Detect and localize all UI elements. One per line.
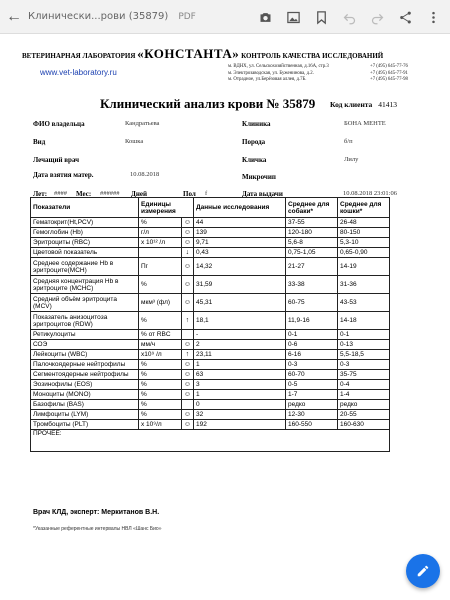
- status-mark-icon: ☺: [181, 420, 193, 430]
- owner-label: ФИО владельца: [33, 120, 85, 128]
- issue-date-value: 10.08.2018 23:01:06: [343, 190, 397, 197]
- indicator-name: Среднее содержание Hb в эритроците(MCH): [31, 258, 139, 276]
- nick-label: Кличка: [242, 156, 267, 164]
- indicator-name: СОЭ: [31, 340, 139, 350]
- sex-label: Пол: [183, 190, 196, 198]
- address-line: м. ВДНХ, ул. Сельскохозяйственная, д.16А, стр.3: [228, 64, 329, 69]
- table-row: [31, 400, 390, 410]
- age-years-value: ####: [54, 190, 67, 197]
- status-mark-icon: ☺: [181, 276, 193, 294]
- cat-reference: 5,5-18,5: [338, 350, 390, 360]
- phone-line: +7 (495) 645-77-76: [370, 64, 408, 69]
- dog-reference: 12-30: [286, 410, 338, 420]
- results-table: [30, 197, 390, 452]
- result-value: -: [194, 330, 286, 340]
- more-icon[interactable]: [424, 8, 442, 26]
- status-mark-icon: [181, 330, 193, 340]
- cat-reference: 20-55: [338, 410, 390, 420]
- breed-label: Порода: [242, 138, 266, 146]
- document-title: Клинически...рови (35879): [28, 11, 169, 22]
- issue-date-label: Дата выдачи: [242, 190, 283, 198]
- status-mark-icon: ☺: [181, 390, 193, 400]
- lab-name: «КОНСТАНТА»: [137, 46, 240, 61]
- unit-cell: г/л: [139, 228, 182, 238]
- table-row: [31, 258, 390, 276]
- dog-reference: 37-55: [286, 218, 338, 228]
- result-value: 139: [194, 228, 286, 238]
- nick-value: Лилу: [344, 156, 359, 163]
- sex-value: f: [205, 190, 208, 197]
- pdf-page: [0, 34, 450, 600]
- table-row: [31, 420, 390, 430]
- bookmark-icon[interactable]: [312, 8, 330, 26]
- age-months-value: ######: [100, 190, 120, 197]
- cat-reference: 0-1: [338, 330, 390, 340]
- table-row: [31, 276, 390, 294]
- cat-reference: 160-630: [338, 420, 390, 430]
- clinic-label: Клиника: [242, 120, 271, 128]
- table-row: [31, 312, 390, 330]
- cat-reference: редко: [338, 400, 390, 410]
- status-mark-icon: ☺: [181, 380, 193, 390]
- status-mark-icon: ☺: [181, 218, 193, 228]
- unit-cell: x10⁹ /л: [139, 350, 182, 360]
- cat-reference: 1-4: [338, 390, 390, 400]
- address-line: м. Отрадное, ул.Берёзовая аллея, д.7Б.: [228, 77, 307, 82]
- status-mark-icon: ↓: [181, 248, 193, 258]
- indicator-name: Показатель анизоцитоза эритроцитов (RDW): [31, 312, 139, 330]
- species-value: Кошка: [125, 138, 144, 145]
- result-value: 1: [194, 360, 286, 370]
- date-taken-value: 10.08.2018: [130, 171, 160, 178]
- table-row: [31, 340, 390, 350]
- app-bar: [0, 0, 450, 34]
- clinic-value: БОНА МЕНТЕ: [344, 120, 386, 127]
- indicator-name: Сегментоядерные нейтрофилы: [31, 370, 139, 380]
- result-value: 9,71: [194, 238, 286, 248]
- table-row: [31, 390, 390, 400]
- lab-addresses: [228, 64, 329, 84]
- address-line: м. Электрозаводская, ул. Бужениновa, д.2.: [228, 70, 314, 76]
- unit-cell: [139, 248, 182, 258]
- redo-icon[interactable]: [368, 8, 386, 26]
- cat-reference: 5,3-10: [338, 238, 390, 248]
- dog-reference: 60-75: [286, 294, 338, 312]
- dog-reference: 6-16: [286, 350, 338, 360]
- result-value: 32: [194, 410, 286, 420]
- status-mark-icon: [181, 400, 193, 410]
- cat-reference: 80-150: [338, 228, 390, 238]
- table-row: [31, 380, 390, 390]
- col-header-dog: Среднее для собаки*: [286, 198, 338, 218]
- unit-cell: мкм³ (фл): [139, 294, 182, 312]
- analysis-title: Клинический анализ крови № 35879: [100, 96, 316, 111]
- cat-reference: 0-13: [338, 340, 390, 350]
- indicator-name: Гемоглобин (Hb): [31, 228, 139, 238]
- table-row: [31, 350, 390, 360]
- indicator-name: Ретикулоциты: [31, 330, 139, 340]
- indicator-name: Гематокрит(Ht,PCV): [31, 218, 139, 228]
- dog-reference: 0-1: [286, 330, 338, 340]
- indicator-name: Цветовой показатель: [31, 248, 139, 258]
- result-value: 45,31: [194, 294, 286, 312]
- toolbar: [256, 0, 442, 34]
- unit-cell: %: [139, 312, 182, 330]
- result-value: 63: [194, 370, 286, 380]
- phone-line: +7 (495) 645-77-91: [370, 70, 408, 76]
- undo-icon[interactable]: [340, 8, 358, 26]
- indicator-name: Эозинофилы (EOS): [31, 380, 139, 390]
- unit-cell: %: [139, 360, 182, 370]
- indicator-name: Тромбоциты (PLT): [31, 420, 139, 430]
- dog-reference: 0-5: [286, 380, 338, 390]
- client-code: [330, 100, 397, 109]
- client-code-value: 41413: [378, 100, 398, 109]
- lab-header: [22, 46, 432, 62]
- image-icon[interactable]: [284, 8, 302, 26]
- result-value: 0,43: [194, 248, 286, 258]
- status-mark-icon: ☺: [181, 340, 193, 350]
- result-value: 3: [194, 380, 286, 390]
- unit-cell: %: [139, 400, 182, 410]
- result-value: 14,32: [194, 258, 286, 276]
- back-arrow-icon[interactable]: ←: [6, 7, 22, 25]
- result-value: 44: [194, 218, 286, 228]
- cat-reference: 26-48: [338, 218, 390, 228]
- unit-cell: мм/ч: [139, 340, 182, 350]
- result-value: 192: [194, 420, 286, 430]
- lab-website[interactable]: www.vet-laboratory.ru: [40, 68, 117, 77]
- age-years-label: Лет:: [33, 190, 48, 198]
- table-row: [31, 294, 390, 312]
- col-header-result: Данные исследования: [194, 198, 286, 218]
- result-value: 31,59: [194, 276, 286, 294]
- unit-cell: %: [139, 410, 182, 420]
- dog-reference: 0-6: [286, 340, 338, 350]
- result-value: 18,1: [194, 312, 286, 330]
- dog-reference: 0,75-1,05: [286, 248, 338, 258]
- dog-reference: 120-180: [286, 228, 338, 238]
- lab-title: [22, 46, 432, 62]
- share-icon[interactable]: [396, 8, 414, 26]
- unit-cell: %: [139, 390, 182, 400]
- phone-line: +7 (495) 645-77-98: [370, 77, 408, 82]
- indicator-name: Базофилы (BAS): [31, 400, 139, 410]
- status-mark-icon: ☺: [181, 228, 193, 238]
- unit-cell: %: [139, 276, 182, 294]
- cat-reference: 0-3: [338, 360, 390, 370]
- breed-value: б/п: [344, 138, 353, 145]
- status-mark-icon: ☺: [181, 410, 193, 420]
- dog-reference: 60-70: [286, 370, 338, 380]
- table-row: [31, 218, 390, 228]
- table-row: [31, 228, 390, 238]
- indicator-name: Моноциты (MONO): [31, 390, 139, 400]
- unit-cell: %: [139, 370, 182, 380]
- footnote: *Указанные референтные интервалы НВЛ «Шанс Био»: [33, 526, 162, 532]
- date-taken-label: Дата взятия матер.: [33, 171, 94, 179]
- indicator-name: Эритроциты (RBC): [31, 238, 139, 248]
- unit-cell: %: [139, 380, 182, 390]
- status-mark-icon: ↑: [181, 350, 193, 360]
- result-value: 0: [194, 400, 286, 410]
- col-header-indicator: Показатели: [31, 198, 139, 218]
- species-label: Вид: [33, 138, 46, 146]
- lab-phones: [370, 64, 408, 84]
- table-row: [31, 360, 390, 370]
- status-mark-icon: ☺: [181, 258, 193, 276]
- indicator-name: Средняя концентрация Hb в эритроците (MCHC): [31, 276, 139, 294]
- cat-reference: 14-19: [338, 258, 390, 276]
- indicator-name: Лейкоциты (WBC): [31, 350, 139, 360]
- doctor-label: Лечащий врач: [33, 156, 80, 164]
- unit-cell: Пг: [139, 258, 182, 276]
- dog-reference: 11,9-16: [286, 312, 338, 330]
- result-value: 1: [194, 390, 286, 400]
- age-months-label: Мес:: [76, 190, 92, 198]
- dog-reference: редко: [286, 400, 338, 410]
- cat-reference: 0,65-0,90: [338, 248, 390, 258]
- edit-fab[interactable]: [406, 554, 440, 588]
- doctor-signature-line: Врач КЛД, эксперт: Меркитанов В.Н.: [33, 509, 160, 516]
- cat-reference: 43-53: [338, 294, 390, 312]
- cat-reference: 14-18: [338, 312, 390, 330]
- status-mark-icon: ☺: [181, 294, 193, 312]
- lab-title-pre: ВЕТЕРИНАРНАЯ ЛАБОРАТОРИЯ: [22, 52, 138, 60]
- dog-reference: 0-3: [286, 360, 338, 370]
- table-row: [31, 330, 390, 340]
- unit-cell: % от RBC: [139, 330, 182, 340]
- unit-cell: %: [139, 218, 182, 228]
- unit-cell: x 10¹² /л: [139, 238, 182, 248]
- file-type-label: PDF: [178, 11, 196, 22]
- edit-icon: [416, 564, 430, 578]
- result-value: 23,11: [194, 350, 286, 360]
- dog-reference: 33-38: [286, 276, 338, 294]
- status-mark-icon: ☺: [181, 370, 193, 380]
- result-value: 2: [194, 340, 286, 350]
- client-code-label: Код клиента: [330, 100, 373, 109]
- table-row: [31, 410, 390, 420]
- indicator-name: Средний объём эритроцита (MCV): [31, 294, 139, 312]
- camera-icon[interactable]: [256, 8, 274, 26]
- table-row: [31, 238, 390, 248]
- dog-reference: 1-7: [286, 390, 338, 400]
- cat-reference: 31-36: [338, 276, 390, 294]
- microchip-label: Микрочип: [242, 173, 276, 181]
- status-mark-icon: ↑: [181, 312, 193, 330]
- unit-cell: x 10⁹/л: [139, 420, 182, 430]
- status-mark-icon: ☺: [181, 360, 193, 370]
- cat-reference: 35-75: [338, 370, 390, 380]
- other-label: ПРОЧЕЕ:: [31, 430, 390, 452]
- table-header-row: [31, 198, 390, 218]
- status-mark-icon: ☺: [181, 238, 193, 248]
- indicator-name: Лимфоциты (LYM): [31, 410, 139, 420]
- cat-reference: 0-4: [338, 380, 390, 390]
- dog-reference: 160-550: [286, 420, 338, 430]
- table-row: [31, 248, 390, 258]
- dog-reference: 5,6-8: [286, 238, 338, 248]
- lab-title-post: КОНТРОЛЬ КАЧЕСТВА ИССЛЕДОВАНИЙ: [239, 52, 384, 60]
- indicator-name: Палочкоядерные нейтрофилы: [31, 360, 139, 370]
- owner-value: Кандратьева: [125, 120, 160, 127]
- dog-reference: 21-27: [286, 258, 338, 276]
- table-row-other: [31, 430, 390, 452]
- age-days-label: Дней: [131, 190, 147, 198]
- col-header-cat: Среднее для кошки*: [338, 198, 390, 218]
- table-row: [31, 370, 390, 380]
- col-header-units: Единицы измерения: [139, 198, 194, 218]
